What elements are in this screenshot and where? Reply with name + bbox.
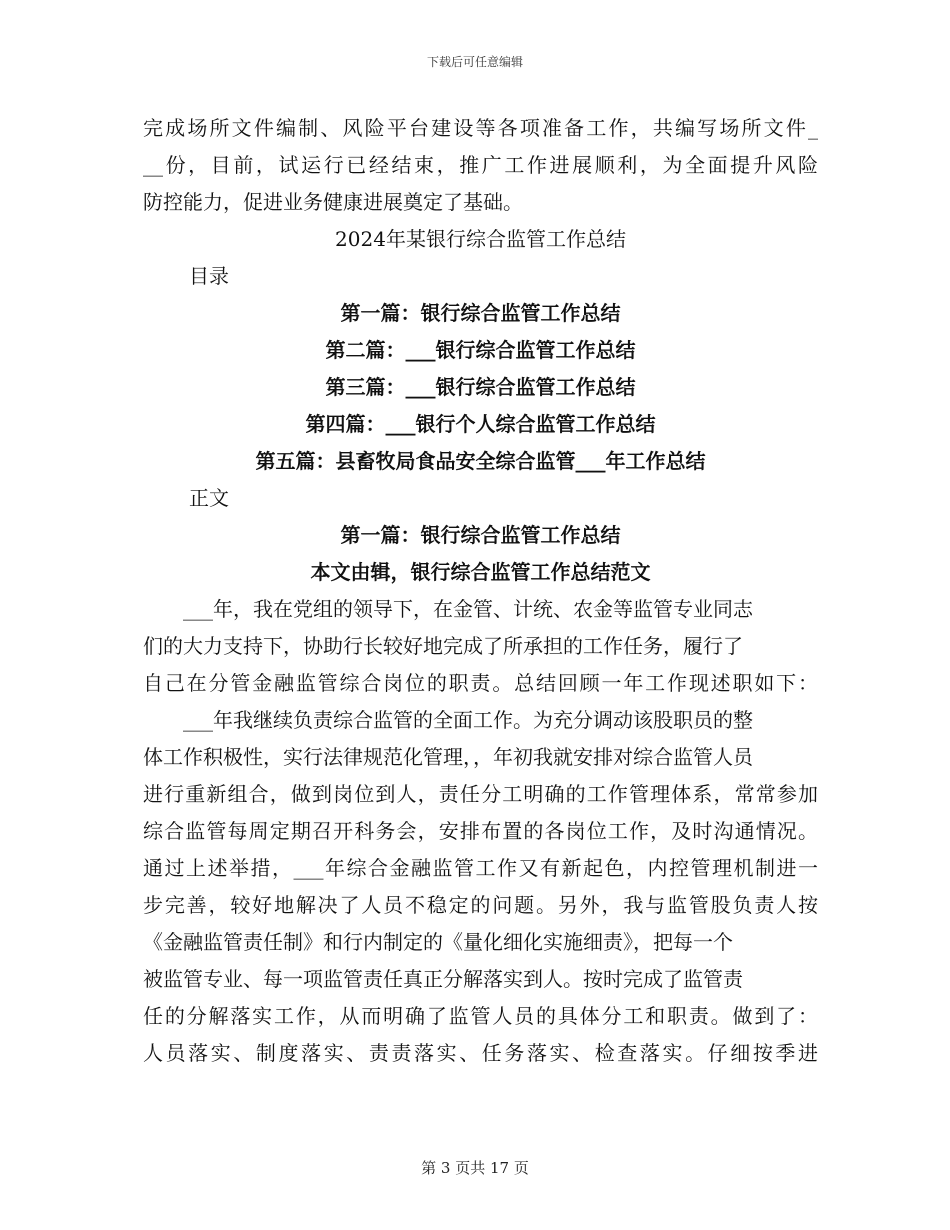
document-title: 2024年某银行综合监管工作总结 bbox=[335, 227, 626, 251]
section-label: 正文 bbox=[189, 486, 229, 510]
paragraph-first-line: ___年我继续负责综合监管的全面工作。为充分调动该股职员的整 bbox=[183, 708, 753, 732]
chapter-heading: 第一篇：银行综合监管工作总结 bbox=[340, 301, 621, 325]
chapter-heading: 第二篇：___银行综合监管工作总结 bbox=[325, 338, 636, 362]
section-label: 目录 bbox=[189, 264, 229, 288]
paragraph-first-line: ___年，我在党组的领导下，在金管、计统、农金等监管专业同志 bbox=[183, 597, 753, 621]
text-line: 们的大力支持下，协助行长较好地完成了所承担的工作任务，履行了 bbox=[143, 634, 743, 658]
text-line: 步完善，较好地解决了人员不稳定的问题。另外，我与监管股负责人按 bbox=[143, 893, 818, 917]
text-line: 任的分解落实工作，从而明确了监管人员的具体分工和职责。做到了： bbox=[143, 1004, 818, 1028]
text-line: 综合监管每周定期召开科务会，安排布置的各岗位工作，及时沟通情况。 bbox=[143, 819, 818, 843]
text-line: 被监管专业、每一项监管责任真正分解落实到人。按时完成了监管责 bbox=[143, 967, 743, 991]
document-body bbox=[143, 110, 818, 1072]
page-header-note: 下载后可任意编辑 bbox=[426, 55, 523, 69]
text-line: 人员落实、制度落实、责责落实、任务落实、检查落实。仔细按季进 bbox=[143, 1041, 818, 1065]
chapter-heading: 第五篇：县畜牧局食品安全综合监管___年工作总结 bbox=[255, 449, 706, 473]
text-line: 《金融监管责任制》和行内制定的《量化细化实施细责》，把每一个 bbox=[143, 930, 733, 954]
text-line: __份，目前，试运行已经结束，推广工作进展顺利，为全面提升风险 bbox=[143, 153, 818, 177]
chapter-heading: 第一篇：银行综合监管工作总结 bbox=[340, 523, 621, 547]
text-line: 防控能力，促进业务健康进展奠定了基础。 bbox=[143, 190, 523, 214]
page-footer: 第 3 页共 17 页 bbox=[421, 1159, 529, 1177]
text-line: 完成场所文件编制、风险平台建设等各项准备工作，共编写场所文件_ bbox=[143, 116, 818, 140]
text-line: 自己在分管金融监管综合岗位的职责。总结回顾一年工作现述职如下： bbox=[143, 671, 818, 695]
chapter-heading: 本文由辑，银行综合监管工作总结范文 bbox=[310, 560, 651, 584]
text-line: 体工作积极性，实行法律规范化管理，，年初我就安排对综合监管人员 bbox=[143, 745, 753, 769]
chapter-heading: 第三篇：___银行综合监管工作总结 bbox=[325, 375, 636, 399]
chapter-heading: 第四篇：___银行个人综合监管工作总结 bbox=[305, 412, 656, 436]
text-line: 进行重新组合，做到岗位到人，责任分工明确的工作管理体系，常常参加 bbox=[143, 782, 818, 806]
text-line: 通过上述举措，___年综合金融监管工作又有新起色，内控管理机制进一 bbox=[143, 856, 818, 880]
